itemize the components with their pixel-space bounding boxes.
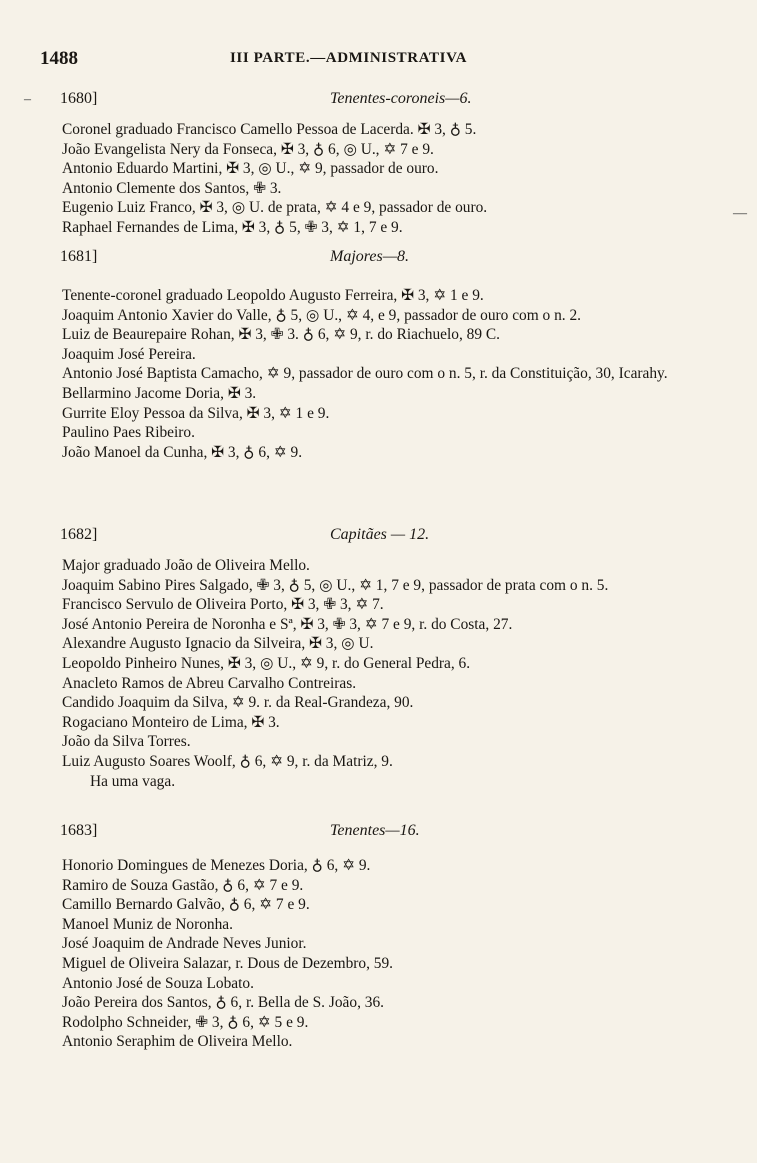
- list-item: Miguel de Oliveira Salazar, r. Dous de Dezembro, 59.: [62, 954, 394, 972]
- entry-list: [62, 856, 702, 1052]
- list-item: Candido Joaquim da Silva, ✡ 9. r. da Real-Grandeza, 90.: [62, 694, 414, 712]
- list-item: Antonio Eduardo Martini, ✠ 3, ◎ U., ✡ 9, passador de ouro.: [62, 160, 439, 178]
- list-item: Bellarmino Jacome Doria, ✠ 3.: [62, 384, 257, 402]
- entry-list: [62, 556, 702, 791]
- list-item: Antonio Seraphim de Oliveira Mello.: [62, 1033, 293, 1051]
- list-item: Rogaciano Monteiro de Lima, ✠ 3.: [62, 713, 280, 731]
- section-header: [60, 248, 690, 270]
- list-item: Paulino Paes Ribeiro.: [62, 424, 195, 442]
- list-item: Raphael Fernandes de Lima, ✠ 3, ♁ 5, ✙ 3, ✡ 1, 7 e 9.: [62, 218, 403, 236]
- list-item: Tenente-coronel graduado Leopoldo Augusto Ferreira, ✠ 3, ✡ 1 e 9.: [62, 287, 484, 304]
- list-item: Major graduado João de Oliveira Mello.: [62, 557, 310, 574]
- list-item: Manoel Muniz de Noronha.: [62, 915, 233, 933]
- list-item: João Evangelista Nery da Fonseca, ✠ 3, ♁ 6, ◎ U., ✡ 7 e 9.: [62, 140, 434, 158]
- section-number: 1681]: [60, 248, 98, 265]
- list-item: Luiz de Beaurepaire Rohan, ✠ 3, ✙ 3. ♁ 6, ✡ 9, r. do Riachuelo, 89 C.: [62, 326, 501, 344]
- list-item: Leopoldo Pinheiro Nunes, ✠ 3, ◎ U., ✡ 9, r. do General Pedra, 6.: [62, 654, 471, 672]
- page-number: 1488: [40, 48, 78, 69]
- section-number: 1682]: [60, 526, 98, 543]
- page-header: [40, 48, 720, 72]
- list-item: Joaquim Antonio Xavier do Valle, ♁ 5, ◎ U., ✡ 4, e 9, passador de ouro com o n. 2.: [62, 306, 582, 324]
- list-item: Antonio José Baptista Camacho, ✡ 9, passador de ouro com o n. 5, r. da Constituição, 30, Icarahy.: [62, 365, 668, 383]
- list-item: Luiz Augusto Soares Woolf, ♁ 6, ✡ 9, r. da Matriz, 9.: [62, 752, 393, 770]
- list-item: Anacleto Ramos de Abreu Carvalho Contreiras.: [62, 674, 357, 692]
- section-number: 1683]: [60, 822, 98, 839]
- section-header: [60, 90, 690, 112]
- list-item: Antonio Clemente dos Santos, ✙ 3.: [62, 179, 282, 197]
- section-header: [60, 526, 690, 548]
- list-item: Joaquim José Pereira.: [62, 345, 196, 363]
- list-item: Joaquim Sabino Pires Salgado, ✙ 3, ♁ 5, ◎ U., ✡ 1, 7 e 9, passador de prata com o n. 5.: [62, 576, 609, 594]
- margin-dash: –: [24, 92, 31, 107]
- list-item: Ha uma vaga.: [90, 772, 176, 790]
- section-number: 1680]: [60, 90, 98, 107]
- list-item: Camillo Bernardo Galvão, ♁ 6, ✡ 7 e 9.: [62, 896, 310, 914]
- entry-list: [62, 120, 702, 238]
- section-title: Tenentes—16.: [330, 822, 420, 839]
- list-item: João da Silva Torres.: [62, 733, 191, 751]
- list-item: João Pereira dos Santos, ♁ 6, r. Bella de S. João, 36.: [62, 994, 385, 1012]
- list-item: José Joaquim de Andrade Neves Junior.: [62, 935, 307, 953]
- list-item: Honorio Domingues de Menezes Doria, ♁ 6, ✡ 9.: [62, 857, 371, 874]
- running-head: III PARTE.—ADMINISTRATIVA: [230, 50, 468, 66]
- entry-list: [62, 286, 702, 462]
- section-title: Tenentes-coroneis—6.: [330, 90, 472, 107]
- list-item: Ramiro de Souza Gastão, ♁ 6, ✡ 7 e 9.: [62, 876, 304, 894]
- list-item: Francisco Servulo de Oliveira Porto, ✠ 3, ✙ 3, ✡ 7.: [62, 596, 384, 614]
- list-item: Coronel graduado Francisco Camello Pessoa de Lacerda. ✠ 3, ♁ 5.: [62, 121, 477, 138]
- list-item: Alexandre Augusto Ignacio da Silveira, ✠ 3, ◎ U.: [62, 635, 374, 653]
- list-item: Rodolpho Schneider, ✙ 3, ♁ 6, ✡ 5 e 9.: [62, 1013, 309, 1031]
- section-title: Capitães — 12.: [330, 526, 430, 543]
- list-item: José Antonio Pereira de Noronha e Sª, ✠ 3, ✙ 3, ✡ 7 e 9, r. do Costa, 27.: [62, 615, 513, 633]
- list-item: João Manoel da Cunha, ✠ 3, ♁ 6, ✡ 9.: [62, 443, 303, 461]
- section-header: [60, 822, 690, 844]
- list-item: Gurrite Eloy Pessoa da Silva, ✠ 3, ✡ 1 e 9.: [62, 404, 330, 422]
- margin-dash: —: [733, 206, 747, 221]
- section-title: Majores—8.: [330, 248, 409, 265]
- list-item: Eugenio Luiz Franco, ✠ 3, ◎ U. de prata, ✡ 4 e 9, passador de ouro.: [62, 199, 488, 217]
- list-item: Antonio José de Souza Lobato.: [62, 974, 254, 992]
